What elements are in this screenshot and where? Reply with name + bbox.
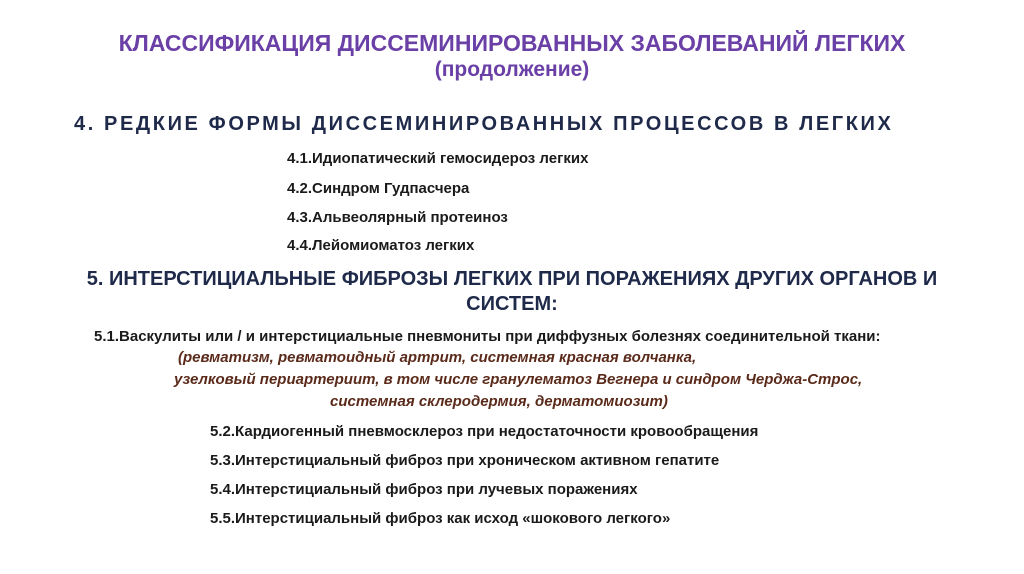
section-5-item-3: 5.3.Интерстициальный фиброз при хроническом активном гепатите [210,452,720,469]
section-4-item-1: 4.1.Идиопатический гемосидероз легких [287,150,589,167]
section-4-item-2: 4.2.Синдром Гудпасчера [287,180,470,197]
slide-subtitle: (продолжение) [434,58,590,81]
section-4-item-3: 4.3.Альвеолярный протеиноз [287,209,508,226]
section-5-item-4: 5.4.Интерстициальный фиброз при лучевых поражениях [210,481,638,498]
section-5-item-1-note-line-3: системная склеродермия, дерматомиозит) [330,393,668,410]
section-5-item-1: 5.1.Васкулиты или / и интерстициальные пневмониты при диффузных болезнях соединительной ткани: [94,328,881,345]
section-5-item-1-note-line-2: узелковый периартериит, в том числе гранулематоз Вегнера и синдром Черджа-Строс, [174,371,863,388]
section-5-item-1-note-line-1: (ревматизм, ревматоидный артрит, системная красная волчанка, [178,349,697,366]
section-5-heading-line-2: СИСТЕМ: [466,293,558,315]
slide-title: КЛАССИФИКАЦИЯ ДИССЕМИНИРОВАННЫХ ЗАБОЛЕВАНИЙ ЛЕГКИХ [118,30,906,56]
section-5-item-5: 5.5.Интерстициальный фиброз как исход «шокового легкого» [210,510,671,527]
section-4-heading: 4. РЕДКИЕ ФОРМЫ ДИССЕМИНИРОВАННЫХ ПРОЦЕССОВ В ЛЕГКИХ [74,113,894,135]
section-5-heading-line-1: 5. ИНТЕРСТИЦИАЛЬНЫЕ ФИБРОЗЫ ЛЕГКИХ ПРИ ПОРАЖЕНИЯХ ДРУГИХ ОРГАНОВ И [86,268,938,290]
section-4-item-4: 4.4.Лейомиоматоз легких [287,237,475,254]
section-5-item-2: 5.2.Кардиогенный пневмосклероз при недостаточности кровообращения [210,423,759,440]
